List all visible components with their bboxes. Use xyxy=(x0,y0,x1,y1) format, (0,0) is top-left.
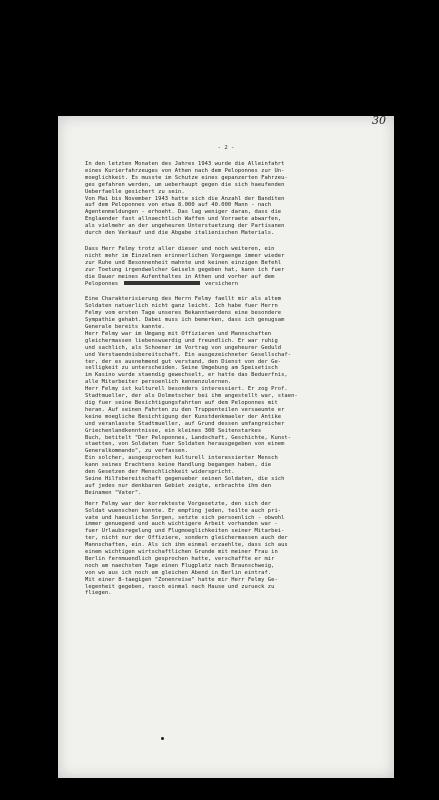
text-line: noch am naechsten Tage einen Flugplatz nach Braunschweig, xyxy=(85,562,275,569)
text-line: In den letzten Monaten des Jahres 1943 wurde die Alleinfahrt xyxy=(85,161,285,167)
text-line: und sachlich, als Schoener im Vortrag von ungeheurer Geduld xyxy=(85,344,282,351)
text-line: nicht mehr im Einzelnen erinnerlichen Vorgaenge immer wieder xyxy=(85,252,285,259)
text-line: staetten, von Soldaten fuer Soldaten herausgegeben von einem xyxy=(85,441,285,448)
text-line: Ueberfaelle gesichert zu sein. xyxy=(85,188,185,195)
text-line: Soldaten natuerlich nicht ganz leicht. Ich habe fuer Herrn xyxy=(85,303,278,310)
text-line: zur Ruhe und Besonnenheit mahnte und keinen einzigen Befehl xyxy=(85,259,282,266)
text-line: selligkeit zu unterscheiden. Seine Umgebung am Speisetisch xyxy=(85,365,278,372)
text-line: Seine Hilfsbereitschaft gegenueber seinen Soldaten, die sich xyxy=(85,475,285,482)
text-line: auf jedes nur denkbaren Gebiet zeigte, erbrachte ihm den xyxy=(85,482,272,489)
text-line: Peloponnes versichern xyxy=(85,280,239,287)
text-line: als vielmehr an der ungeheuren Unterstuetzung der Partisanen xyxy=(85,223,285,230)
text-line: einem wichtigen wirtschaftlichen Grunde mit meiner Frau in xyxy=(85,549,278,556)
text-line: Eine Charakterisierung des Herrn Felmy faellt mir als altem xyxy=(85,296,282,303)
text-line: Stadtmueller, der als Dolmetscher bei ihm angestellt war, staen- xyxy=(85,393,298,400)
text-line: Ein solcher, ausgesprochen kulturell interessierter Mensch xyxy=(85,455,278,462)
folio-number: 30 xyxy=(372,116,386,127)
text-line: Dass Herr Felmy trotz aller dieser und noch weiteren, ein xyxy=(85,245,275,252)
text-line: zur Toetung irgendwelcher Geiseln gegeben hat, kann ich fuer xyxy=(85,266,285,273)
text-line: Buch, betitelt "Der Peloponnes, Landschaft, Geschichte, Kunst- xyxy=(85,434,292,441)
text-line: und Verstaendnisbereitschaft. Ein ausgezeichneter Gesellschaf- xyxy=(85,351,292,358)
text-line: die Dauer meines Aufenthaltes in Athen und vorher auf dem xyxy=(85,273,275,280)
paragraph-3 xyxy=(85,296,386,496)
text-line: Sympathie gehabt. Dabei muss ich bemerken, dass ich genugsam xyxy=(85,317,285,324)
text-line: moeglichkeit. Es musste im Schutze eines gepanzerten Fahrzeu- xyxy=(85,174,288,181)
text-line: im Kasino wurde staendig gewechselt, er hatte das Beduerfnis, xyxy=(85,372,288,379)
paragraph-4 xyxy=(85,501,386,598)
text-line: ges gefahren werden, um ueberhaupt gegen die sich haeufenden xyxy=(85,181,285,188)
page-number: - 2 - xyxy=(217,145,235,151)
text-line: Berlin fernmuendlich gesprochen hatte, verschaffte er mir xyxy=(85,555,275,562)
text-line: Herr Felmy war der korrekteste Vorgesetzte, den sich der xyxy=(85,500,272,507)
text-line: Beinamen "Vater". xyxy=(85,489,142,496)
text-line: gleichermassen liebenswuerdig und freundlich. Er war ruhig xyxy=(85,337,278,344)
ink-speck xyxy=(161,737,164,740)
text-line: dig fuer seine Besichtigungsfahrten auf dem Peloponnes mit xyxy=(85,400,278,406)
text-line: alle Mitarbeiter persoenlich kennenzulernen. xyxy=(85,379,232,386)
text-line: Englaender fast allnaechtlich Waffen und Vorraete abwarfen, xyxy=(85,216,282,223)
text-line: fuer Urlaubsregelung und Flugmoeglichkeiten seiner Mitarbei- xyxy=(85,528,285,535)
text-line: eines Kurierfahrzeuges von Athen nach dem Peloponnes zur Un- xyxy=(85,167,285,174)
text-line: Agentenmeldungen - erhoeht. Das lag weniger daran, dass die xyxy=(85,209,282,216)
text-line: und veranlasste Stadtmueller, auf Grund dessen umfangreicher xyxy=(85,420,285,427)
text-line: Von Mai bis November 1943 hatte sich die Anzahl der Banditen xyxy=(85,195,285,202)
text-line: Generale bereits kannte. xyxy=(85,324,165,331)
text-line: von wo aus ich noch am gleichen Abend in Berlin eintraf. xyxy=(85,569,272,576)
paragraph-1 xyxy=(85,161,386,237)
document-page xyxy=(58,116,394,778)
text-line: ter, der es ausnehmend gut verstand, den Dienst von der Ge- xyxy=(85,358,282,365)
text-line: keine moegliche Besichtigung der Kunstdenkmaeler der Antike xyxy=(85,413,282,420)
text-line: legenheit gegeben, rasch einmal nach Hause und zurueck zu xyxy=(85,583,275,590)
text-line: auf dem Peloponnes von etwa 8.000 auf 40.000 Mann - nach xyxy=(85,202,272,209)
redaction-strike xyxy=(124,281,200,285)
text-line: vate und haeusliche Sorgen, setzte sich persoenlich - obwohl xyxy=(85,514,285,521)
text-line: Mit einer 8-taegigen "Zonenreise" hatte mir Herr Felmy Ge- xyxy=(85,576,278,583)
text-line: kann seines Erachtens keine Handlung begangen haben, die xyxy=(85,462,272,469)
text-line: fliegen. xyxy=(85,590,112,597)
text-line: Herr Felmy ist kulturell besonders interessiert. Er zog Prof. xyxy=(85,386,288,393)
document-body xyxy=(85,161,386,606)
text-line: heran. Auf seinen Fahrten zu den Truppenteilen versaeumte er xyxy=(85,406,285,413)
text-line: ter, nicht nur der Offiziere, sondern gleichermassen auch der xyxy=(85,535,288,542)
text-line: Soldat wuenschen konnte. Er empfing jeden, teilte auch pri- xyxy=(85,507,282,514)
text-line: den Gesetzen der Menschlichkeit widerspricht. xyxy=(85,469,235,476)
paragraph-2 xyxy=(85,246,386,287)
text-line: Herr Felmy war im Umgang mit Offizieren und Mannschaften xyxy=(85,330,272,337)
text-line: durch den Verkauf und die Abgabe italienischen Materials. xyxy=(85,230,275,237)
text-line: immer genuegend und auch wichtigere Arbeit vorhanden war - xyxy=(85,521,278,528)
text-line: Felmy vom ersten Tage unseres Bekanntwerdens eine besondere xyxy=(85,310,282,317)
text-line: Generalkommando", zu verfassen. xyxy=(85,448,189,455)
text-line: Griechenlandkenntnisse, ein kleines 300 Seitenstarkes xyxy=(85,427,262,434)
text-line: Mannschaften, ein. Als ich ihm einmal erzaehlte, dass ich aus xyxy=(85,542,288,549)
